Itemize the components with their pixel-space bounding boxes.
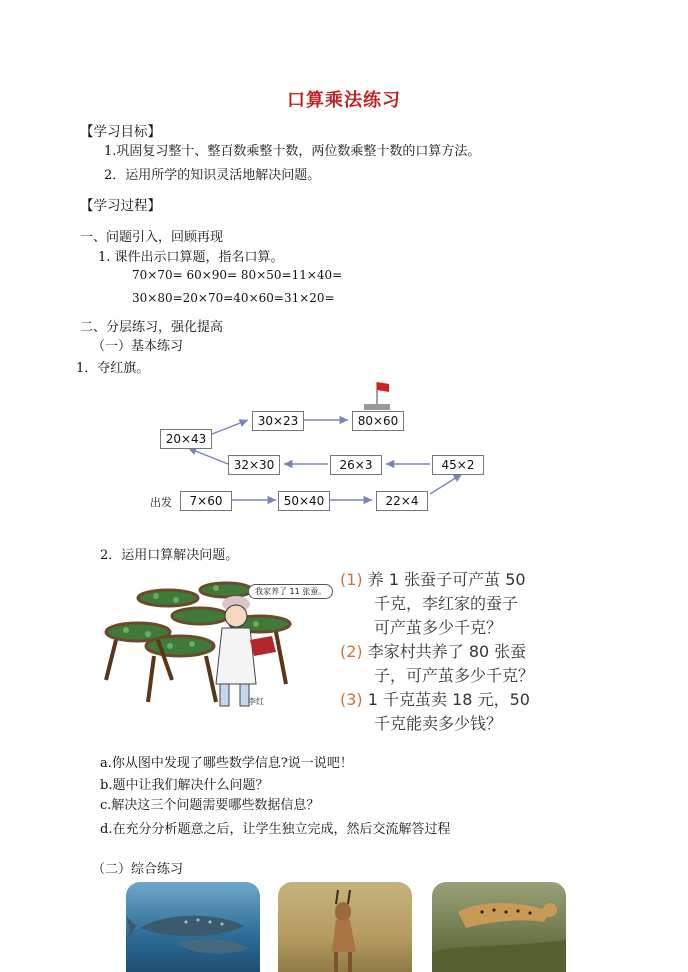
whale-shark-icon xyxy=(126,882,260,972)
red-flag-icon xyxy=(377,382,389,392)
start-label: 出发 xyxy=(150,496,172,509)
problem-1-number: (1) xyxy=(340,570,363,589)
problem-2-line-2: 子，可产茧多少千克？ xyxy=(374,666,535,685)
box-45x2: 45×2 xyxy=(432,455,484,475)
problem-3-number: (3) xyxy=(340,690,363,709)
speech-bubble: 我家养了 11 张蚕。 xyxy=(248,584,333,599)
problem-1-line-1: 养 1 张蚕子可产茧 50 xyxy=(367,570,526,589)
question-d: d.在充分分析题意之后，让学生独立完成，然后交流解答过程 xyxy=(100,822,451,837)
question-a: a.你从图中发现了哪些数学信息?说一说吧！ xyxy=(100,756,353,771)
whale-shark-photo xyxy=(126,882,260,972)
problem-2-line-1: 李家村共养了 80 张蚕 xyxy=(367,642,527,661)
problem-1-line-2: 千克，李红家的蚕子 xyxy=(374,594,519,613)
problem-3-line-1: 1 千克茧卖 18 元，50 xyxy=(367,690,530,709)
box-22x4: 22×4 xyxy=(376,491,428,511)
box-50x40: 50×40 xyxy=(278,491,330,511)
problem-2-number: (2) xyxy=(340,642,363,661)
exercise-2-label: 2．运用口算解决问题。 xyxy=(100,548,239,563)
oral-calc-line-2: 30×80=20×70=40×60=31×20= xyxy=(132,291,335,305)
page-title: 口算乘法练习 xyxy=(287,90,401,111)
cheetah-icon xyxy=(432,882,566,972)
box-32x30: 32×30 xyxy=(228,455,280,475)
antelope-photo xyxy=(278,882,412,972)
antelope-icon xyxy=(278,882,412,972)
box-7x60: 7×60 xyxy=(180,491,232,511)
process-heading: 【学习过程】 xyxy=(80,198,161,214)
problem-1-line-3: 可产茧多少千克？ xyxy=(374,618,503,637)
exercise-1-label: 1．夺红旗。 xyxy=(76,361,150,376)
part2-heading: 二、分层练习，强化提高 xyxy=(80,320,224,335)
problem-1 xyxy=(340,568,526,592)
silkworm-illustration xyxy=(96,574,336,714)
basic-practice-heading: （一）基本练习 xyxy=(92,339,184,354)
objective-1: 1.巩固复习整十、整百数乘整十数，两位数乘整十数的口算方法。 xyxy=(104,144,481,159)
question-b: b.题中让我们解决什么问题？ xyxy=(100,778,269,793)
part1-item: 1. 课件出示口算题，指名口算。 xyxy=(98,250,284,265)
box-30x23: 30×23 xyxy=(252,411,304,431)
problem-3 xyxy=(340,688,530,712)
cheetah-photo xyxy=(432,882,566,972)
oral-calc-line-1: 70×70= 60×90= 80×50=11×40= xyxy=(132,268,343,282)
objectives-heading: 【学习目标】 xyxy=(80,124,161,140)
box-20x43: 20×43 xyxy=(160,429,212,449)
girl-name-label: 李红 xyxy=(248,697,264,706)
problem-2 xyxy=(340,640,526,664)
objective-2: 2．运用所学的知识灵活地解决问题。 xyxy=(104,168,321,183)
box-80x60: 80×60 xyxy=(352,411,404,431)
question-c: c.解决这三个问题需要哪些数据信息？ xyxy=(100,798,320,813)
box-26x3: 26×3 xyxy=(330,455,382,475)
comprehensive-practice-heading: （二）综合练习 xyxy=(92,862,184,877)
problem-3-line-2: 千克能卖多少钱？ xyxy=(374,714,503,733)
part1-heading: 一、问题引入，回顾再现 xyxy=(80,230,224,245)
